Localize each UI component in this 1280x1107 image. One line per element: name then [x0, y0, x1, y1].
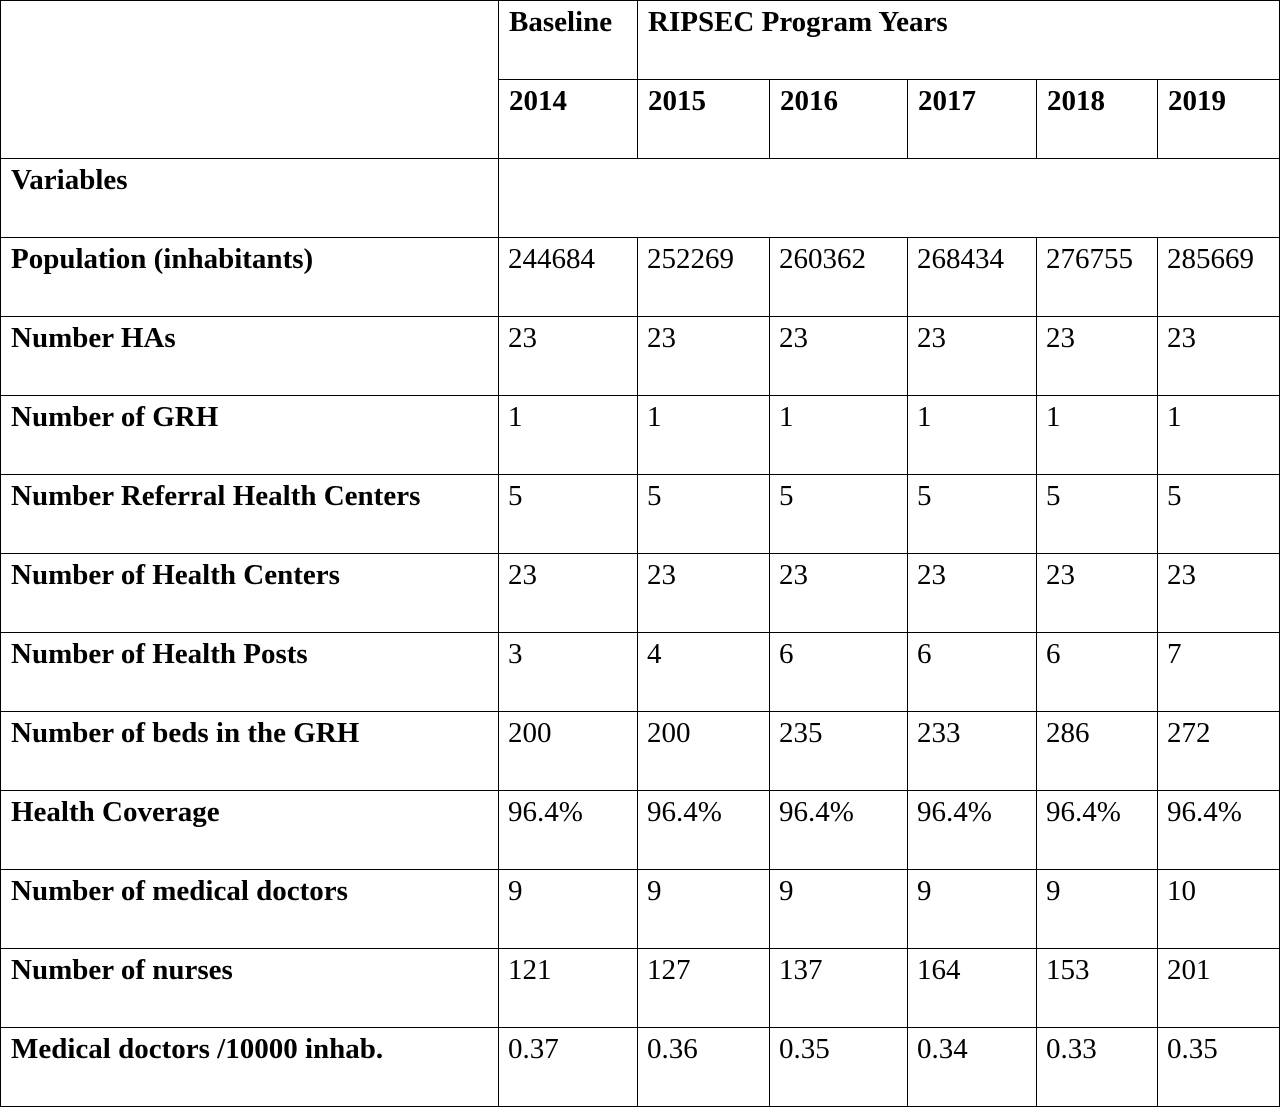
variables-empty-cell [499, 159, 1280, 238]
value-cell: 96.4% [1037, 791, 1158, 870]
value-cell: 1 [499, 396, 638, 475]
value-cell: 6 [1037, 633, 1158, 712]
value-cell: 10 [1158, 870, 1280, 949]
row-label: Number HAs [1, 317, 499, 396]
value-cell: 1 [908, 396, 1037, 475]
row-label: Number of nurses [1, 949, 499, 1028]
value-cell: 4 [638, 633, 770, 712]
year-header: 2017 [908, 80, 1037, 159]
year-header: 2016 [770, 80, 908, 159]
value-cell: 96.4% [638, 791, 770, 870]
table-row [1, 791, 1280, 870]
value-cell: 1 [638, 396, 770, 475]
value-cell: 9 [1037, 870, 1158, 949]
value-cell: 96.4% [770, 791, 908, 870]
value-cell: 268434 [908, 238, 1037, 317]
value-cell: 0.37 [499, 1028, 638, 1107]
table-row [1, 633, 1280, 712]
value-cell: 276755 [1037, 238, 1158, 317]
value-cell: 9 [770, 870, 908, 949]
value-cell: 23 [908, 317, 1037, 396]
year-header: 2015 [638, 80, 770, 159]
table-row [1, 475, 1280, 554]
value-cell: 23 [1158, 554, 1280, 633]
value-cell: 233 [908, 712, 1037, 791]
value-cell: 9 [638, 870, 770, 949]
value-cell: 200 [638, 712, 770, 791]
value-cell: 0.36 [638, 1028, 770, 1107]
value-cell: 23 [638, 554, 770, 633]
baseline-header: Baseline [499, 1, 638, 80]
value-cell: 201 [1158, 949, 1280, 1028]
value-cell: 9 [499, 870, 638, 949]
year-header: 2018 [1037, 80, 1158, 159]
table-row [1, 238, 1280, 317]
value-cell: 0.35 [770, 1028, 908, 1107]
year-header: 2019 [1158, 80, 1280, 159]
variables-label: Variables [1, 159, 499, 238]
value-cell: 5 [638, 475, 770, 554]
row-label: Number Referral Health Centers [1, 475, 499, 554]
value-cell: 96.4% [1158, 791, 1280, 870]
value-cell: 137 [770, 949, 908, 1028]
value-cell: 7 [1158, 633, 1280, 712]
table-row [1, 317, 1280, 396]
table-row [1, 554, 1280, 633]
table-row [1, 870, 1280, 949]
value-cell: 164 [908, 949, 1037, 1028]
row-label: Number of GRH [1, 396, 499, 475]
value-cell: 23 [1037, 317, 1158, 396]
value-cell: 272 [1158, 712, 1280, 791]
value-cell: 96.4% [499, 791, 638, 870]
value-cell: 286 [1037, 712, 1158, 791]
table-row [1, 949, 1280, 1028]
value-cell: 235 [770, 712, 908, 791]
value-cell: 5 [770, 475, 908, 554]
value-cell: 6 [908, 633, 1037, 712]
value-cell: 1 [1158, 396, 1280, 475]
value-cell: 0.34 [908, 1028, 1037, 1107]
table-row [1, 396, 1280, 475]
value-cell: 0.33 [1037, 1028, 1158, 1107]
value-cell: 23 [499, 554, 638, 633]
row-label: Population (inhabitants) [1, 238, 499, 317]
year-header: 2014 [499, 80, 638, 159]
value-cell: 1 [1037, 396, 1158, 475]
row-label: Number of Health Centers [1, 554, 499, 633]
program-years-header: RIPSEC Program Years [638, 1, 1280, 80]
row-label: Medical doctors /10000 inhab. [1, 1028, 499, 1107]
value-cell: 3 [499, 633, 638, 712]
header-row-program [1, 1, 1280, 80]
value-cell: 121 [499, 949, 638, 1028]
row-label: Number of beds in the GRH [1, 712, 499, 791]
value-cell: 23 [1037, 554, 1158, 633]
value-cell: 5 [1037, 475, 1158, 554]
value-cell: 23 [499, 317, 638, 396]
row-label: Number of medical doctors [1, 870, 499, 949]
value-cell: 96.4% [908, 791, 1037, 870]
row-label: Number of Health Posts [1, 633, 499, 712]
value-cell: 6 [770, 633, 908, 712]
row-label: Health Coverage [1, 791, 499, 870]
value-cell: 23 [1158, 317, 1280, 396]
table-row [1, 712, 1280, 791]
value-cell: 5 [1158, 475, 1280, 554]
variables-row [1, 159, 1280, 238]
value-cell: 5 [908, 475, 1037, 554]
value-cell: 1 [770, 396, 908, 475]
table-row [1, 1028, 1280, 1107]
header-corner-cell [1, 1, 499, 159]
value-cell: 0.35 [1158, 1028, 1280, 1107]
value-cell: 127 [638, 949, 770, 1028]
value-cell: 23 [770, 317, 908, 396]
value-cell: 23 [908, 554, 1037, 633]
value-cell: 5 [499, 475, 638, 554]
value-cell: 285669 [1158, 238, 1280, 317]
value-cell: 153 [1037, 949, 1158, 1028]
value-cell: 9 [908, 870, 1037, 949]
value-cell: 23 [638, 317, 770, 396]
value-cell: 23 [770, 554, 908, 633]
value-cell: 260362 [770, 238, 908, 317]
value-cell: 244684 [499, 238, 638, 317]
value-cell: 252269 [638, 238, 770, 317]
value-cell: 200 [499, 712, 638, 791]
